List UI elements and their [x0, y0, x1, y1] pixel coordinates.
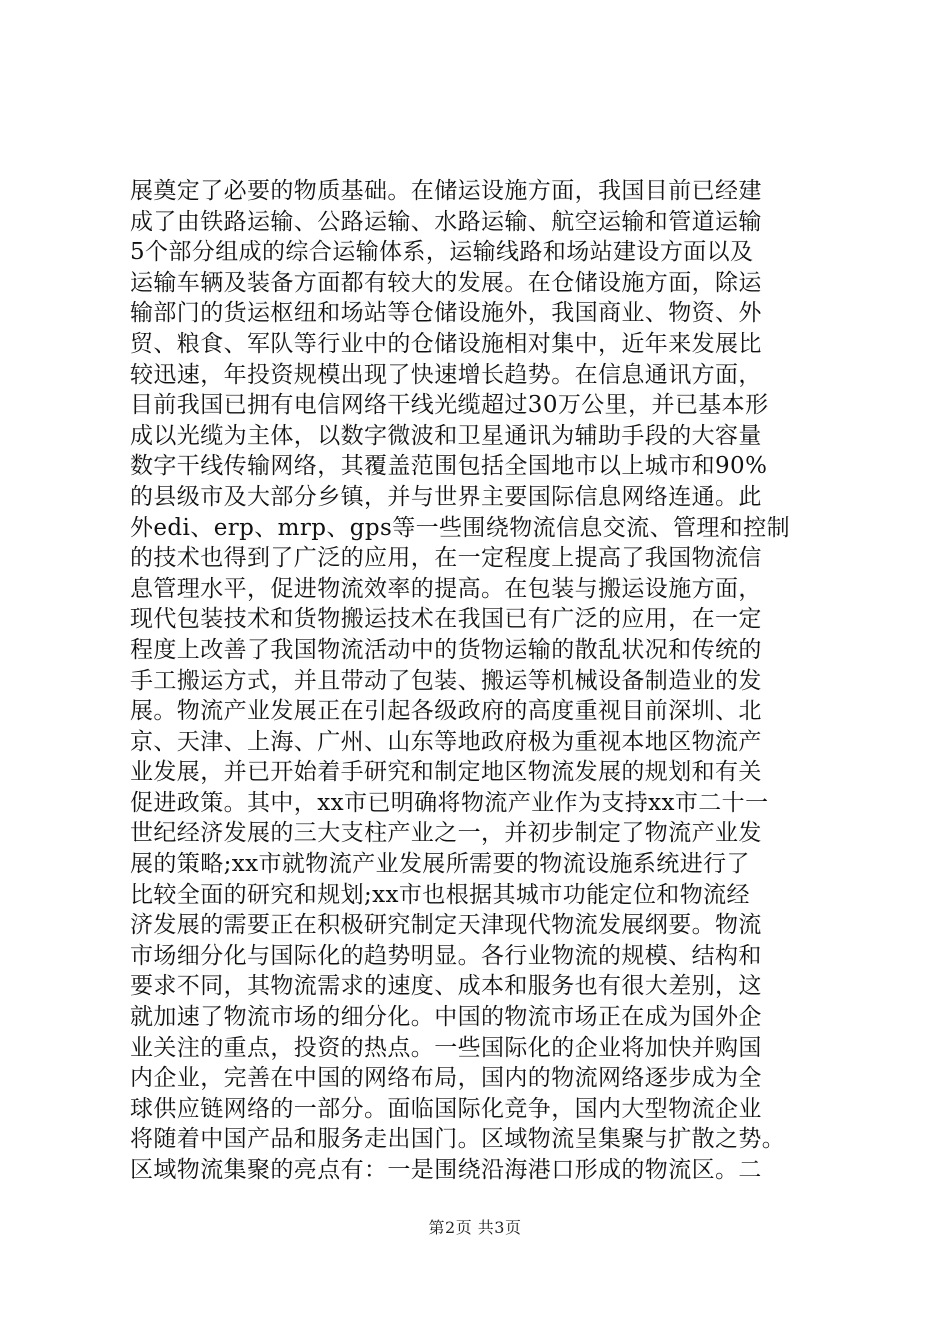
text-line: 市场细分化与国际化的趋势明显。各行业物流的规模、结构和	[130, 942, 762, 969]
text-line: 外edi、erp、mrp、gps等一些围绕物流信息交流、管理和控制	[130, 514, 790, 541]
text-line: 数字干线传输网络，其覆盖范围包括全国地市以上城市和90%	[130, 453, 768, 480]
text-line: 将随着中国产品和服务走出国门。区域物流呈集聚与扩散之势。	[130, 1126, 786, 1153]
text-line: 的县级市及大部分乡镇，并与世界主要国际信息网络连通。此	[130, 483, 762, 510]
text-line: 展。物流产业发展正在引起各级政府的高度重视目前深圳、北	[130, 698, 762, 725]
text-line: 手工搬运方式，并且带动了包装、搬运等机械设备制造业的发	[130, 667, 762, 694]
page-footer: 第2页 共3页	[428, 1218, 522, 1237]
text-line: 现代包装技术和货物搬运技术在我国已有广泛的应用，在一定	[130, 606, 762, 633]
text-line: 息管理水平，促进物流效率的提高。在包装与搬运设施方面，	[130, 575, 762, 602]
text-line: 的技术也得到了广泛的应用，在一定程度上提高了我国物流信	[130, 545, 762, 572]
text-line: 目前我国已拥有电信网络干线光缆超过30万公里，并已基本形	[130, 392, 769, 419]
text-line: 区域物流集聚的亮点有：一是围绕沿海港口形成的物流区。二	[130, 1157, 762, 1183]
text-line: 业关注的重点，投资的热点。一些国际化的企业将加快并购国	[130, 1034, 762, 1061]
text-line: 就加速了物流市场的细分化。中国的物流市场正在成为国外企	[130, 1004, 762, 1031]
text-line: 要求不同，其物流需求的速度、成本和服务也有很大差别，这	[130, 973, 762, 1000]
text-line: 比较全面的研究和规划;xx市也根据其城市功能定位和物流经	[130, 881, 750, 908]
text-line: 展奠定了必要的物质基础。在储运设施方面，我国目前已经建	[130, 178, 762, 204]
text-line: 成以光缆为主体，以数字微波和卫星通讯为辅助手段的大容量	[130, 422, 762, 449]
text-line: 内企业，完善在中国的网络布局，国内的物流网络逐步成为全	[130, 1065, 762, 1092]
text-line: 成了由铁路运输、公路运输、水路运输、航空运输和管道运输	[130, 208, 762, 235]
text-line: 贸、粮食、军队等行业中的仓储设施相对集中，近年来发展比	[130, 330, 762, 357]
text-line: 京、天津、上海、广州、山东等地政府极为重视本地区物流产	[130, 728, 762, 755]
text-line: 世纪经济发展的三大支柱产业之一，并初步制定了物流产业发	[130, 820, 762, 847]
text-line: 较迅速，年投资规模出现了快速增长趋势。在信息通讯方面，	[130, 361, 762, 388]
text-line: 运输车辆及装备方面都有较大的发展。在仓储设施方面，除运	[130, 269, 762, 296]
text-line: 输部门的货运枢纽和场站等仓储设施外，我国商业、物资、外	[130, 300, 762, 327]
text-line: 球供应链网络的一部分。面临国际化竞争，国内大型物流企业	[130, 1095, 762, 1122]
text-line: 程度上改善了我国物流活动中的货物运输的散乱状况和传统的	[130, 636, 762, 663]
body-text	[130, 176, 850, 1186]
text-line: 促进政策。其中，xx市已明确将物流产业作为支持xx市二十一	[130, 789, 769, 816]
text-line: 济发展的需要正在积极研究制定天津现代物流发展纲要。物流	[130, 912, 762, 939]
text-line: 5个部分组成的综合运输体系，运输线路和场站建设方面以及	[130, 239, 754, 266]
text-line: 展的策略;xx市就物流产业发展所需要的物流设施系统进行了	[130, 851, 750, 878]
text-line: 业发展，并已开始着手研究和制定地区物流发展的规划和有关	[130, 759, 762, 786]
